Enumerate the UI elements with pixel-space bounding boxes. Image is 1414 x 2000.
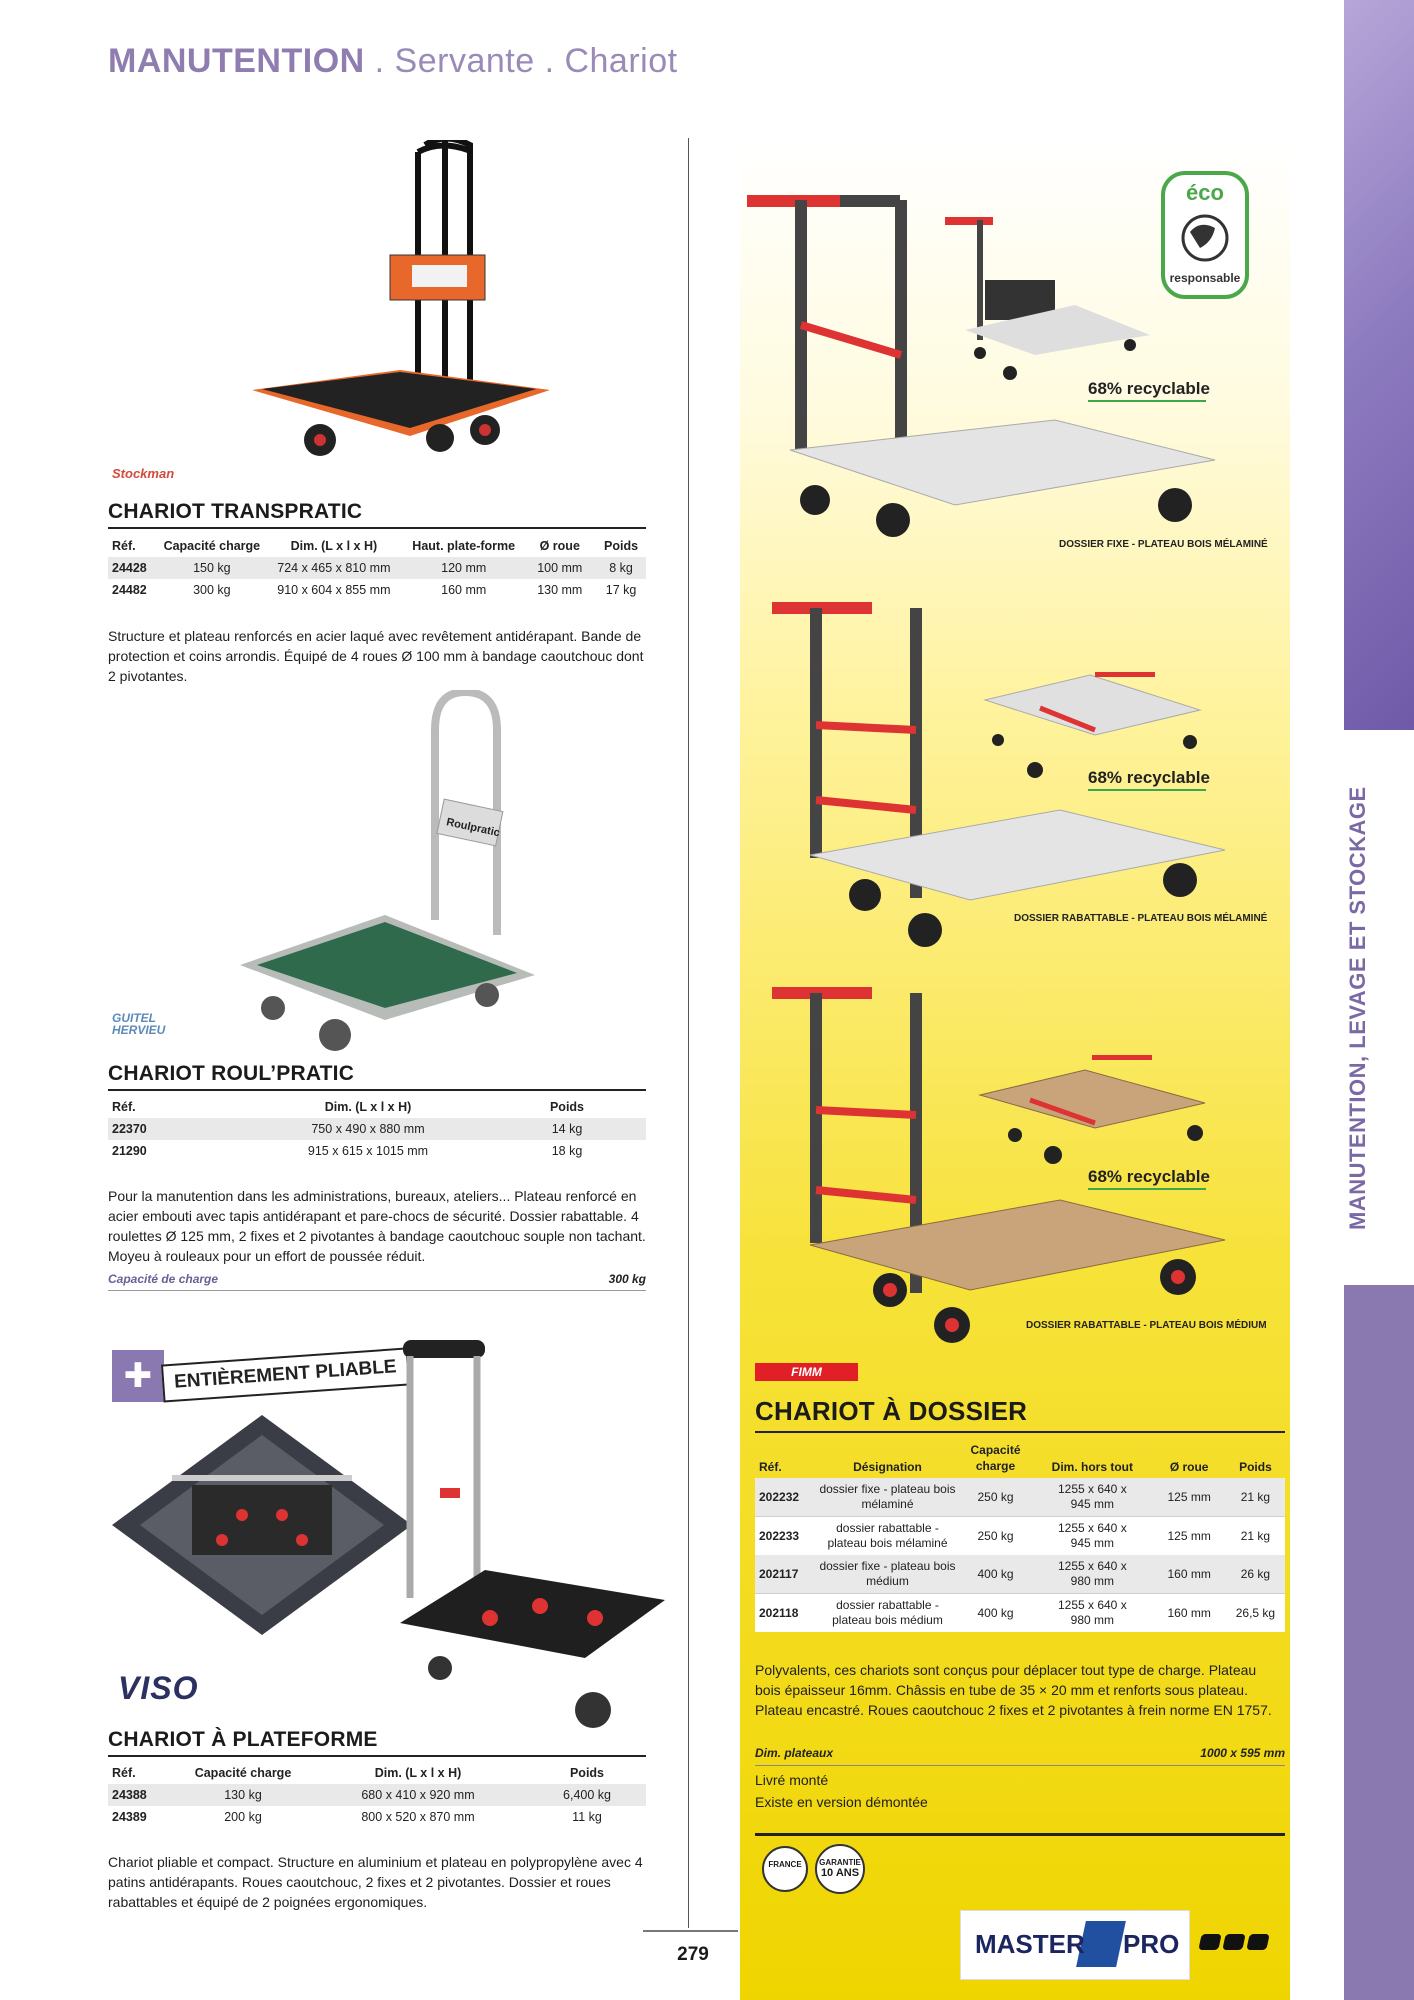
column-header: Capacité charge xyxy=(970,1443,1021,1473)
pliable-badge-label: ENTIÈREMENT PLIABLE xyxy=(161,1347,410,1402)
table-cell: 1255 x 640 x 980 mm xyxy=(1032,1555,1152,1594)
table-cell: 24389 xyxy=(112,1810,147,1824)
table-row xyxy=(755,1594,1285,1633)
dossier-note-assembled: Livré monté xyxy=(755,1772,829,1788)
dossier-note-disassembled: Existe en version démontée xyxy=(755,1794,928,1810)
plate-dim-label: Dim. plateaux xyxy=(755,1746,834,1760)
column-header: Poids xyxy=(1239,1460,1272,1474)
table-cell: 21 kg xyxy=(1226,1517,1285,1556)
table-header-row xyxy=(755,1438,1285,1478)
dossier-fixe-melamine-image xyxy=(745,185,1225,540)
table-cell: 125 mm xyxy=(1152,1478,1225,1517)
recyclable-label: 68% recyclable xyxy=(1088,379,1210,398)
image-caption: DOSSIER FIXE - PLATEAU BOIS MÉLAMINÉ xyxy=(1059,539,1268,550)
table-cell: 130 kg xyxy=(178,1784,308,1806)
plate-dim-rule xyxy=(755,1765,1285,1766)
roulpratic-product-image xyxy=(235,690,535,1060)
table-cell: 202117 xyxy=(755,1555,816,1594)
column-header: Capacité charge xyxy=(194,1766,292,1780)
capacity-rule xyxy=(108,1290,646,1291)
column-header: Dim. (L x l x H) xyxy=(374,1766,462,1780)
column-header: Réf. xyxy=(112,1100,136,1114)
viso-logo: VISO xyxy=(118,1670,199,1706)
table-row xyxy=(108,579,646,601)
page-title-rest: . Servante . Chariot xyxy=(364,42,678,80)
capacity-value: 300 kg xyxy=(608,1272,646,1286)
table-cell: 24482 xyxy=(112,583,147,597)
table-cell: 22370 xyxy=(108,1118,248,1140)
table-row xyxy=(755,1478,1285,1517)
footer-decoration xyxy=(1200,1934,1272,1955)
plateforme-heading: CHARIOT À PLATEFORME xyxy=(108,1728,378,1751)
dossier-heading: CHARIOT À DOSSIER xyxy=(755,1396,1028,1426)
table-cell: 1255 x 640 x 945 mm xyxy=(1032,1517,1152,1556)
column-header: Ø roue xyxy=(539,539,580,553)
table-header-row xyxy=(108,1762,646,1784)
column-header: Désignation xyxy=(853,1460,922,1474)
table-cell: 910 x 604 x 855 mm xyxy=(277,583,391,597)
column-header: Ø roue xyxy=(1169,1460,1209,1474)
table-cell: dossier fixe - plateau bois médium xyxy=(816,1555,959,1594)
table-row xyxy=(108,1118,646,1140)
roulpratic-capacity-row xyxy=(108,1272,646,1288)
table-cell: 130 mm xyxy=(537,583,583,597)
recyclable-label: 68% recyclable xyxy=(1088,1167,1210,1186)
table-header-row xyxy=(108,535,646,557)
table-cell: 8 kg xyxy=(596,557,646,579)
table-row xyxy=(108,1140,646,1162)
table-cell: 400 kg xyxy=(959,1594,1032,1633)
table-row xyxy=(755,1555,1285,1594)
roulpratic-table xyxy=(108,1096,646,1162)
table-cell: 1255 x 640 x 980 mm xyxy=(1032,1594,1152,1633)
recyclable-line xyxy=(1088,400,1206,402)
guitel-logo-line2: HERVIEU xyxy=(112,1023,166,1037)
plate-dim-value: 1000 x 595 mm xyxy=(1200,1746,1285,1760)
table-row xyxy=(108,1806,646,1828)
dossier-plate-dim-row xyxy=(755,1746,1285,1762)
side-strip-bottom xyxy=(1344,1285,1414,2000)
table-cell: 202232 xyxy=(755,1478,816,1517)
roulpratic-description: Pour la manutention dans les administrations, bureaux, ateliers... Plateau renforcé en acier embouti avec tapis antidérapant et pare-chocs de sécurité. Dossier rabattable. 4 roulettes Ø 125 mm, 2 fixes et 2 pivotantes à bandage caoutchouc souple non tachant. Moyeu à rouleaux pour un effort de poussée réduit. xyxy=(108,1188,646,1264)
table-row xyxy=(108,557,646,579)
table-cell: 18 kg xyxy=(551,1144,583,1158)
recyclable-label: 68% recyclable xyxy=(1088,768,1210,787)
table-cell: 14 kg xyxy=(488,1118,646,1140)
table-cell: 750 x 490 x 880 mm xyxy=(248,1118,488,1140)
table-cell: 17 kg xyxy=(605,583,637,597)
recyclable-line xyxy=(1088,789,1206,791)
dossier-bottom-rule xyxy=(755,1833,1285,1836)
made-in-france-badge: FRANCE xyxy=(762,1846,808,1892)
masterpro-logo xyxy=(960,1910,1190,1980)
table-cell: 100 mm xyxy=(523,557,596,579)
dossier-heading-rule xyxy=(755,1431,1285,1433)
table-cell: dossier fixe - plateau bois mélaminé xyxy=(816,1478,959,1517)
guitel-hervieu-logo xyxy=(112,1012,165,1036)
masterpro-logo-left: MASTER xyxy=(975,1929,1085,1959)
roulpratic-heading: CHARIOT ROUL’PRATIC xyxy=(108,1062,355,1085)
table-cell: 680 x 410 x 920 mm xyxy=(308,1784,528,1806)
column-header: Dim. (L x l x H) xyxy=(290,539,378,553)
column-header: Haut. plate-forme xyxy=(412,539,516,553)
eco-label-bottom: responsable xyxy=(1169,271,1241,285)
garantie-10-ans-badge xyxy=(815,1844,865,1894)
table-cell: 24388 xyxy=(108,1784,178,1806)
table-cell: 400 kg xyxy=(959,1555,1032,1594)
table-cell: 200 kg xyxy=(224,1810,262,1824)
table-cell: 250 kg xyxy=(959,1478,1032,1517)
stockman-logo: Stockman xyxy=(112,466,175,481)
transpratic-product-image xyxy=(240,140,550,460)
column-header: Poids xyxy=(604,539,639,553)
dossier-table xyxy=(755,1438,1285,1632)
table-cell: 26 kg xyxy=(1226,1555,1285,1594)
eco-label-top: éco xyxy=(1186,180,1224,205)
transpratic-description: Structure et plateau renforcés en acier laqué avec revêtement antidérapant. Bande de protection et coins arrondis. Équipé de 4 roues Ø 100 mm à bandage caoutchouc dont 2 pivotantes. xyxy=(108,628,644,684)
plateforme-table xyxy=(108,1762,646,1828)
column-header: Réf. xyxy=(759,1460,782,1474)
transpratic-heading-rule xyxy=(108,527,646,529)
recyclable-line xyxy=(1088,1188,1206,1190)
page-title-main: MANUTENTION xyxy=(108,42,365,80)
table-cell: 21 kg xyxy=(1226,1478,1285,1517)
image-caption: DOSSIER RABATTABLE - PLATEAU BOIS MÉDIUM xyxy=(1026,1320,1267,1331)
table-cell: 150 kg xyxy=(160,557,264,579)
table-cell: 160 mm xyxy=(1152,1594,1225,1633)
guitel-logo-line1: GUITEL xyxy=(112,1011,156,1025)
table-cell: 724 x 465 x 810 mm xyxy=(264,557,404,579)
plateforme-description: Chariot pliable et compact. Structure en aluminium et plateau en polypropylène avec 4 patins antidérapants. Roues caoutchouc, 2 fixes et 2 pivotantes. Dossier et roues rabattables et équipé de 2 poignées ergonomiques. xyxy=(108,1854,643,1910)
table-cell: 120 mm xyxy=(404,557,523,579)
table-cell: 26,5 kg xyxy=(1226,1594,1285,1633)
table-cell: 160 mm xyxy=(1152,1555,1225,1594)
table-row xyxy=(755,1517,1285,1556)
page-number: 279 xyxy=(677,1944,709,1965)
table-cell: 250 kg xyxy=(959,1517,1032,1556)
table-cell: 6,400 kg xyxy=(528,1784,646,1806)
column-header: Dim. hors tout xyxy=(1051,1460,1133,1474)
masterpro-logo-right: PRO xyxy=(1123,1929,1180,1959)
roulpratic-plate-text: Roulpratic xyxy=(445,816,501,840)
dossier-description: Polyvalents, ces chariots sont conçus pour déplacer tout type de charge. Plateau bois épaisseur 16mm. Châssis en tube de 35 × 20 mm et renforts sous plateau. Plateau encastré. Roues caoutchouc 2 fixes et 2 pivotantes à frein norme EN 1757. xyxy=(755,1662,1272,1718)
table-cell: dossier rabattable - plateau bois mélaminé xyxy=(816,1517,959,1556)
table-cell: 915 x 615 x 1015 mm xyxy=(307,1144,429,1158)
column-divider xyxy=(688,138,689,1928)
table-cell: 160 mm xyxy=(441,583,487,597)
page-title xyxy=(108,42,678,81)
plateforme-heading-rule xyxy=(108,1755,646,1757)
plus-icon: ✚ xyxy=(112,1350,164,1402)
table-cell: dossier rabattable - plateau bois médium xyxy=(816,1594,959,1633)
column-header: Capacité charge xyxy=(163,539,261,553)
transpratic-table xyxy=(108,535,646,601)
plateforme-folding-photo xyxy=(112,1415,412,1635)
column-header: Dim. (L x l x H) xyxy=(324,1100,412,1114)
table-cell: 202233 xyxy=(755,1517,816,1556)
column-header: Poids xyxy=(549,1100,585,1114)
side-strip-decoration xyxy=(1344,0,1414,730)
roulpratic-heading-rule xyxy=(108,1089,646,1091)
table-cell: 24428 xyxy=(108,557,160,579)
page-number-rule xyxy=(643,1930,738,1932)
garantie-label: GARANTIE xyxy=(819,1858,861,1867)
image-caption: DOSSIER RABATTABLE - PLATEAU BOIS MÉLAMINÉ xyxy=(1014,913,1268,924)
table-cell: 202118 xyxy=(755,1594,816,1633)
column-header: Réf. xyxy=(112,1766,136,1780)
garantie-duration: 10 ANS xyxy=(820,1867,860,1879)
table-row xyxy=(108,1784,646,1806)
transpratic-heading: CHARIOT TRANSPRATIC xyxy=(108,500,363,523)
fimm-logo: FIMM xyxy=(755,1363,858,1381)
side-section-label: MANUTENTION, LEVAGE ET STOCKAGE xyxy=(1345,786,1370,1230)
column-header: Poids xyxy=(569,1766,605,1780)
table-cell: 21290 xyxy=(112,1144,147,1158)
plateforme-product-image xyxy=(395,1338,670,1743)
table-cell: 1255 x 640 x 945 mm xyxy=(1032,1478,1152,1517)
table-cell: 300 kg xyxy=(193,583,231,597)
capacity-label: Capacité de charge xyxy=(108,1272,219,1286)
table-header-row xyxy=(108,1096,646,1118)
table-cell: 125 mm xyxy=(1152,1517,1225,1556)
table-cell: 800 x 520 x 870 mm xyxy=(361,1810,475,1824)
column-header: Réf. xyxy=(112,539,136,553)
table-cell: 11 kg xyxy=(572,1810,602,1824)
